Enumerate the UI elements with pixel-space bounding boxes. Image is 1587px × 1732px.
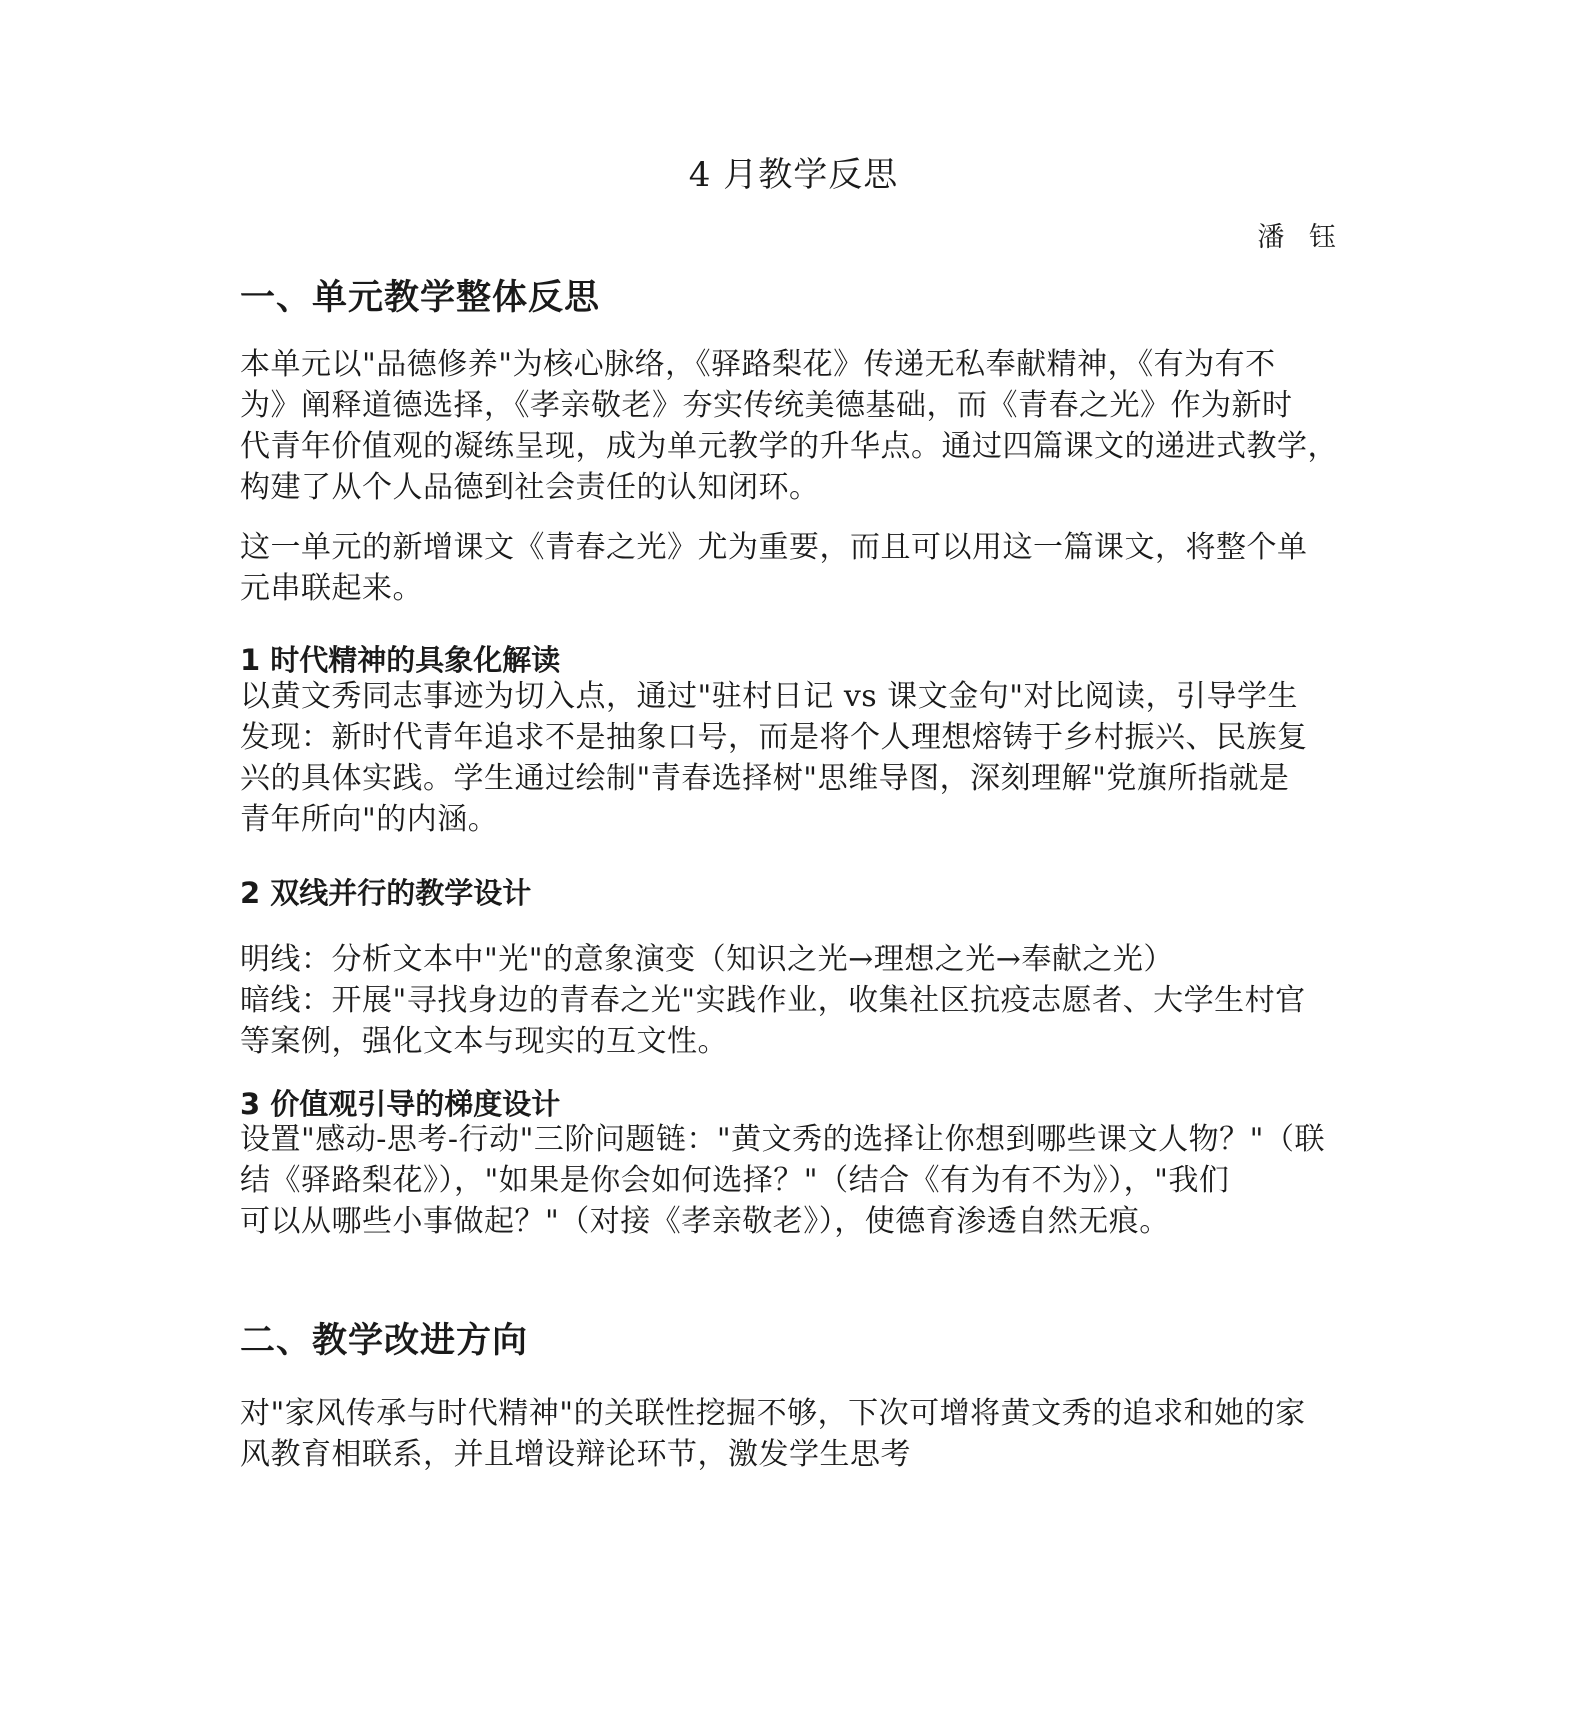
subsection-3-body [240,1119,1350,1242]
text-line: 以黄文秀同志事迹为切入点，通过"驻村日记 vs 课文金句"对比阅读，引导学生 [240,679,1299,714]
section1-paragraph-2 [240,527,1350,609]
text-line: 兴的具体实践。学生通过绘制"青春选择树"思维导图，深刻理解"党旗所指就是 [240,761,1290,796]
document-title: 4 月教学反思 [688,155,899,195]
subsection-1-heading: 1 时代精神的具象化解读 [240,643,561,677]
text-line: 明线：分析文本中"光"的意象演变（知识之光→理想之光→奉献之光） [240,942,1174,977]
section2-body [240,1393,1350,1475]
text-line: 为》阐释道德选择，《孝亲敬老》夯实传统美德基础，而《青春之光》作为新时 [240,388,1293,423]
text-line: 风教育相联系，并且增设辩论环节，激发学生思考 [240,1437,911,1472]
text-line: 元串联起来。 [240,571,423,606]
text-line: 设置"感动-思考-行动"三阶问题链："黄文秀的选择让你想到哪些课文人物？"（联 [240,1122,1325,1157]
text-line: 青年所向"的内涵。 [240,802,499,837]
section2-heading: 二、教学改进方向 [240,1320,529,1361]
text-line: 可以从哪些小事做起？"（对接《孝亲敬老》），使德育渗透自然无痕。 [240,1204,1170,1239]
section1-paragraph-1 [240,344,1350,508]
subsection-3-heading: 3 价值观引导的梯度设计 [240,1087,561,1121]
text-line: 代青年价值观的凝练呈现，成为单元教学的升华点。通过四篇课文的递进式教学， [240,429,1338,464]
author-name: 潘 钰 [1257,222,1344,253]
subsection-2-heading: 2 双线并行的教学设计 [240,876,532,910]
section1-heading: 一、单元教学整体反思 [240,277,601,318]
text-line: 发现：新时代青年追求不是抽象口号，而是将个人理想熔铸于乡村振兴、民族复 [240,720,1308,755]
text-line: 这一单元的新增课文《青春之光》尤为重要，而且可以用这一篇课文，将整个单 [240,530,1308,565]
text-line: 暗线：开展"寻找身边的青春之光"实践作业，收集社区抗疫志愿者、大学生村官 [240,983,1306,1018]
subsection-1-body [240,676,1350,840]
text-line: 构建了从个人品德到社会责任的认知闭环。 [240,470,820,505]
text-line: 对"家风传承与时代精神"的关联性挖掘不够，下次可增将黄文秀的追求和她的家 [240,1396,1306,1431]
text-line: 本单元以"品德修养"为核心脉络，《驿路梨花》传递无私奉献精神，《有为有不 [240,347,1276,382]
subsection-2-body [240,939,1350,1062]
text-line: 结《驿路梨花》），"如果是你会如何选择？"（结合《有为有不为》），"我们 [240,1163,1230,1198]
text-line: 等案例，强化文本与现实的互文性。 [240,1024,728,1059]
